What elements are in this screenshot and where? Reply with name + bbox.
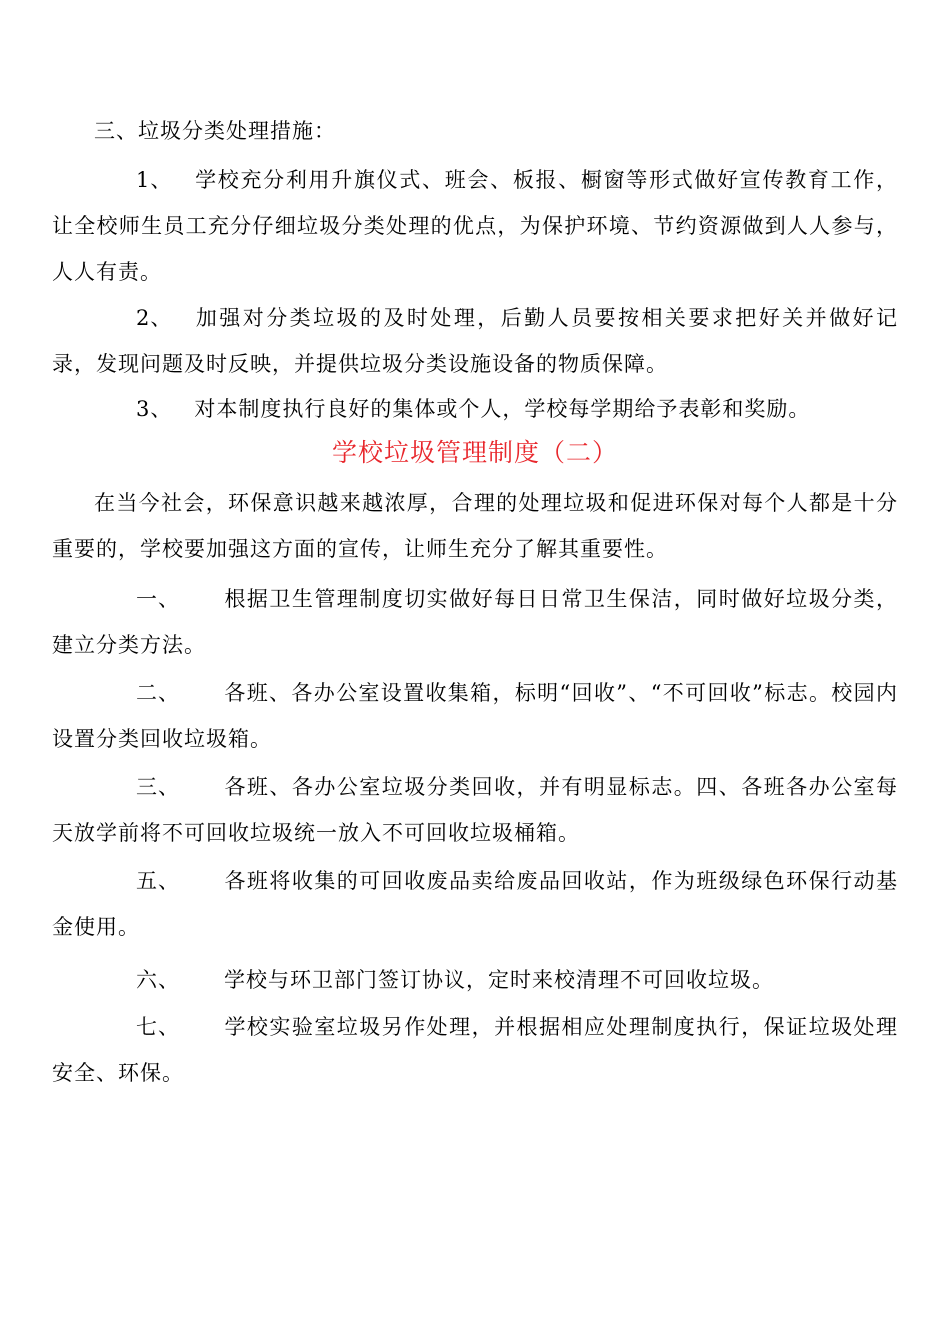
item-number: 2、: [136, 306, 173, 330]
item-number: 3、: [136, 397, 173, 421]
item-text: 各班将收集的可回收废品卖给废品回收站，作为班级绿色环保行动基金使用。: [52, 869, 898, 939]
section2-item-5: [52, 858, 898, 950]
item-number: 一、: [136, 587, 180, 611]
section2-intro: 在当今社会，环保意识越来越浓厚，合理的处理垃圾和促进环保对每个人都是十分重要的，学校要加强这方面的宣传，让师生充分了解其重要性。: [52, 491, 898, 561]
section1-item-1: [52, 157, 898, 295]
item-number: 五、: [136, 869, 180, 893]
section1-item-2: [52, 295, 898, 387]
item-text: 学校实验室垃圾另作处理，并根据相应处理制度执行，保证垃圾处理安全、环保。: [52, 1015, 898, 1085]
section1-title: 三、垃圾分类处理措施：: [94, 119, 336, 143]
item-number: 1、: [136, 168, 173, 192]
item-text: 各班、各办公室垃圾分类回收，并有明显标志。四、各班各办公室每天放学前将不可回收垃圾统一放入不可回收垃圾桶箱。: [52, 775, 898, 845]
item-text: 根据卫生管理制度切实做好每日日常卫生保洁，同时做好垃圾分类，建立分类方法。: [52, 587, 898, 657]
item-text: 对本制度执行良好的集体或个人，学校每学期给予表彰和奖励。: [194, 397, 811, 421]
section2-item-6: [52, 957, 898, 1003]
item-number: 二、: [136, 681, 180, 705]
item-text: 学校与环卫部门签订协议，定时来校清理不可回收垃圾。: [224, 968, 774, 992]
item-text: 加强对分类垃圾的及时处理，后勤人员要按相关要求把好关并做好记录，发现问题及时反映，并提供垃圾分类设施设备的物质保障。: [52, 306, 898, 376]
item-text: 学校充分利用升旗仪式、班会、板报、橱窗等形式做好宣传教育工作，让全校师生员工充分仔细垃圾分类处理的优点，为保护环境、节约资源做到人人参与，人人有责。: [52, 168, 898, 284]
section2-item-1: [52, 576, 898, 668]
section2-item-2: [52, 670, 898, 762]
section2-heading: 学校垃圾管理制度（二）: [331, 438, 618, 467]
section2-item-7: [52, 1004, 898, 1096]
item-number: 七、: [136, 1015, 180, 1039]
item-number: 六、: [136, 968, 180, 992]
section2-item-3: [52, 764, 898, 856]
item-text: 各班、各办公室设置收集箱，标明“回收”、“不可回收”标志。校园内设置分类回收垃圾箱。: [52, 681, 898, 751]
section1-item-3: [52, 386, 898, 432]
item-number: 三、: [136, 775, 180, 799]
